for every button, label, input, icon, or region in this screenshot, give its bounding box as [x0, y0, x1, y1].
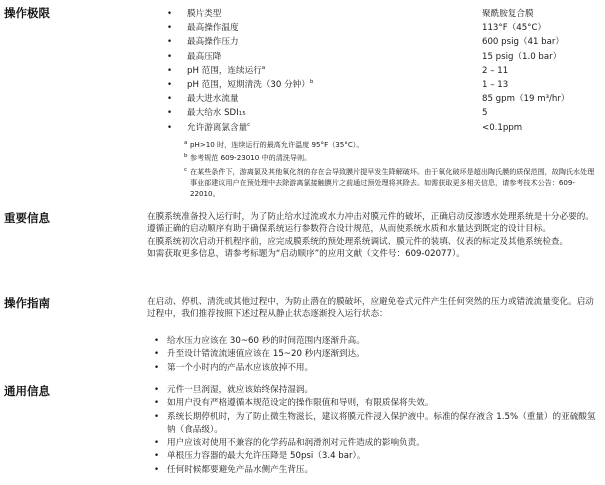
- list-item-text: 给水压力应该在 30~60 秒的时间范围内逐渐升高。: [167, 336, 365, 346]
- limit-value: 113°F（45°C）: [482, 23, 547, 34]
- list-item: [154, 348, 599, 361]
- list-item: [154, 464, 599, 477]
- bullet-icon: •: [167, 51, 173, 62]
- bullet-icon: •: [167, 65, 173, 76]
- bullet-icon: •: [167, 37, 173, 48]
- footnote-a: [184, 139, 598, 150]
- limit-value: 15 psig（1.0 bar）: [482, 51, 562, 62]
- footnote-mark: b: [184, 153, 188, 159]
- bullet-icon: •: [154, 385, 160, 395]
- operation-bullet-list: [154, 335, 599, 375]
- footnote-mark: a: [184, 140, 188, 146]
- important-paragraph: 在膜系统准备投入运行时，为了防止给水过流或水力冲击对膜元件的破坏，正确启动反渗透水处理系统是十分必要的。遵循正确的启动顺序有助于确保系统运行参数符合设计规范，从而使系统水质和水量达到既定的设计目标。: [147, 212, 594, 235]
- limit-value: 1 – 13: [482, 80, 509, 90]
- bullet-icon: •: [154, 336, 160, 346]
- subscript: 15: [238, 111, 246, 118]
- limit-value: 聚酰胺复合膜: [482, 9, 534, 19]
- bullet-icon: •: [154, 451, 160, 462]
- limit-label-text: 最高压降: [187, 51, 222, 62]
- limit-value: 5: [482, 108, 488, 119]
- limit-label-text: pH 范围，短期清洗（30 分钟）: [187, 80, 310, 90]
- bullet-icon: •: [167, 9, 173, 19]
- section-title-operation: 操作指南: [4, 296, 50, 310]
- bullet-icon: •: [154, 438, 160, 449]
- bullet-icon: •: [154, 411, 160, 422]
- footnote-ref: b: [309, 79, 314, 85]
- bullet-icon: •: [154, 398, 160, 409]
- bullet-icon: •: [167, 122, 173, 133]
- list-item-text: 用户应该对使用不兼容的化学药品和润滑剂对元件造成的影响负责。: [167, 438, 425, 449]
- bullet-icon: •: [167, 94, 173, 105]
- section-title-general: 通用信息: [4, 384, 50, 398]
- list-item: [154, 335, 599, 348]
- bullet-icon: •: [154, 362, 160, 373]
- list-item-text: 第一个小时内的产品水应该放掉不用。: [167, 362, 314, 373]
- limit-label-text: 最高操作温度: [187, 23, 239, 34]
- limit-label-text: 最大给水 SDI: [187, 108, 239, 119]
- footnote-b: [184, 152, 598, 163]
- limit-label: [187, 122, 250, 134]
- limit-label-text: 膜片类型: [187, 9, 222, 19]
- limit-label-text: pH 范围，连续运行: [187, 65, 262, 76]
- important-text: [147, 211, 599, 261]
- list-item-text: 任何时候都要避免产品水侧产生背压。: [167, 464, 314, 475]
- limit-label: [187, 107, 246, 120]
- list-item: [154, 437, 599, 450]
- footnote-text: 在某些条件下，游离氯及其他氧化剂的存在会导致膜片提早发生降解破坏。由于氧化破坏是超出陶氏膜的质保范围，故陶氏水处理事业部建议用户在预处理中去除游离氯接触膜片之前通过预处理将其除去。如需获取更多相关信息，请参考技术公告：609-22010。: [190, 167, 595, 198]
- bullet-icon: •: [167, 23, 173, 34]
- limit-value: 600 psig（41 bar）: [482, 37, 565, 48]
- limit-value: <0.1ppm: [482, 122, 523, 133]
- limit-label: [187, 65, 265, 77]
- limit-label-text: 最大进水流量: [187, 94, 239, 105]
- bullet-icon: •: [167, 80, 173, 90]
- limit-value: 85 gpm（19 m³/hr）: [482, 94, 570, 105]
- limit-value: 2 – 11: [482, 65, 509, 76]
- limit-label: [187, 36, 239, 48]
- footnote-mark: c: [184, 167, 188, 173]
- list-item: [154, 411, 599, 438]
- list-item-text: 系统长期停机时，为了防止微生物滋长，建议将膜元件浸入保护液中。标准的保存液含 1.5%（重量）的亚硫酸氢钠（食品级）。: [167, 411, 596, 435]
- footnote-ref: c: [247, 121, 251, 128]
- bullet-icon: •: [154, 349, 160, 360]
- footnote-ref: a: [261, 64, 266, 71]
- bullet-icon: •: [154, 464, 160, 475]
- list-item-text: 单根压力容器的最大允许压降是 50psi（3.4 bar）。: [167, 451, 366, 462]
- list-item: [154, 397, 599, 410]
- operation-intro: 在启动、停机、清洗或其他过程中，为防止潜在的膜破坏，应避免卷式元件产生任何突然的压力或错流流量变化。启动过程中，我们推荐按照下述过程从静止状态逐渐投入运行状态：: [147, 297, 594, 320]
- bullet-icon: •: [167, 108, 173, 119]
- list-item-text: 如用户没有严格遵循本规范设定的操作限值和导则，有限质保将失效。: [167, 398, 434, 409]
- list-item-text: 升至设计错流流速值应该在 15~20 秒内逐渐到达。: [167, 349, 365, 360]
- list-item: [154, 450, 599, 463]
- limit-label: [187, 79, 313, 91]
- footnote-c: [184, 166, 598, 199]
- list-item: [154, 384, 599, 397]
- limit-label-text: 允许游离氯含量: [187, 122, 248, 133]
- limit-label: [187, 8, 221, 20]
- important-paragraph: 在膜系统初次启动开机程序前，应完成膜系统的预处理系统调试、膜元件的装填、仪表的标定及其他系统检查。: [147, 236, 569, 247]
- footnote-text: 参考规范 609-23010 中的清洗导则。: [190, 153, 312, 162]
- footnote-text: pH>10 时，连续运行的最高允许温度 95°F（35°C）。: [190, 140, 364, 149]
- general-bullet-list: [154, 384, 599, 477]
- important-paragraph: 如需获取更多信息，请参考标题为“启动顺序”的应用文献（文件号：609-02077）。: [147, 249, 465, 260]
- list-item: [154, 362, 599, 375]
- section-title-important: 重要信息: [4, 211, 50, 225]
- limit-label-text: 最高操作压力: [187, 37, 239, 48]
- limit-label: [187, 22, 239, 34]
- section-title-limits: 操作极限: [4, 6, 50, 20]
- limit-label: [187, 93, 239, 105]
- list-item-text: 元件一旦润湿，就应该始终保持湿润。: [167, 385, 314, 395]
- limit-label: [187, 51, 221, 63]
